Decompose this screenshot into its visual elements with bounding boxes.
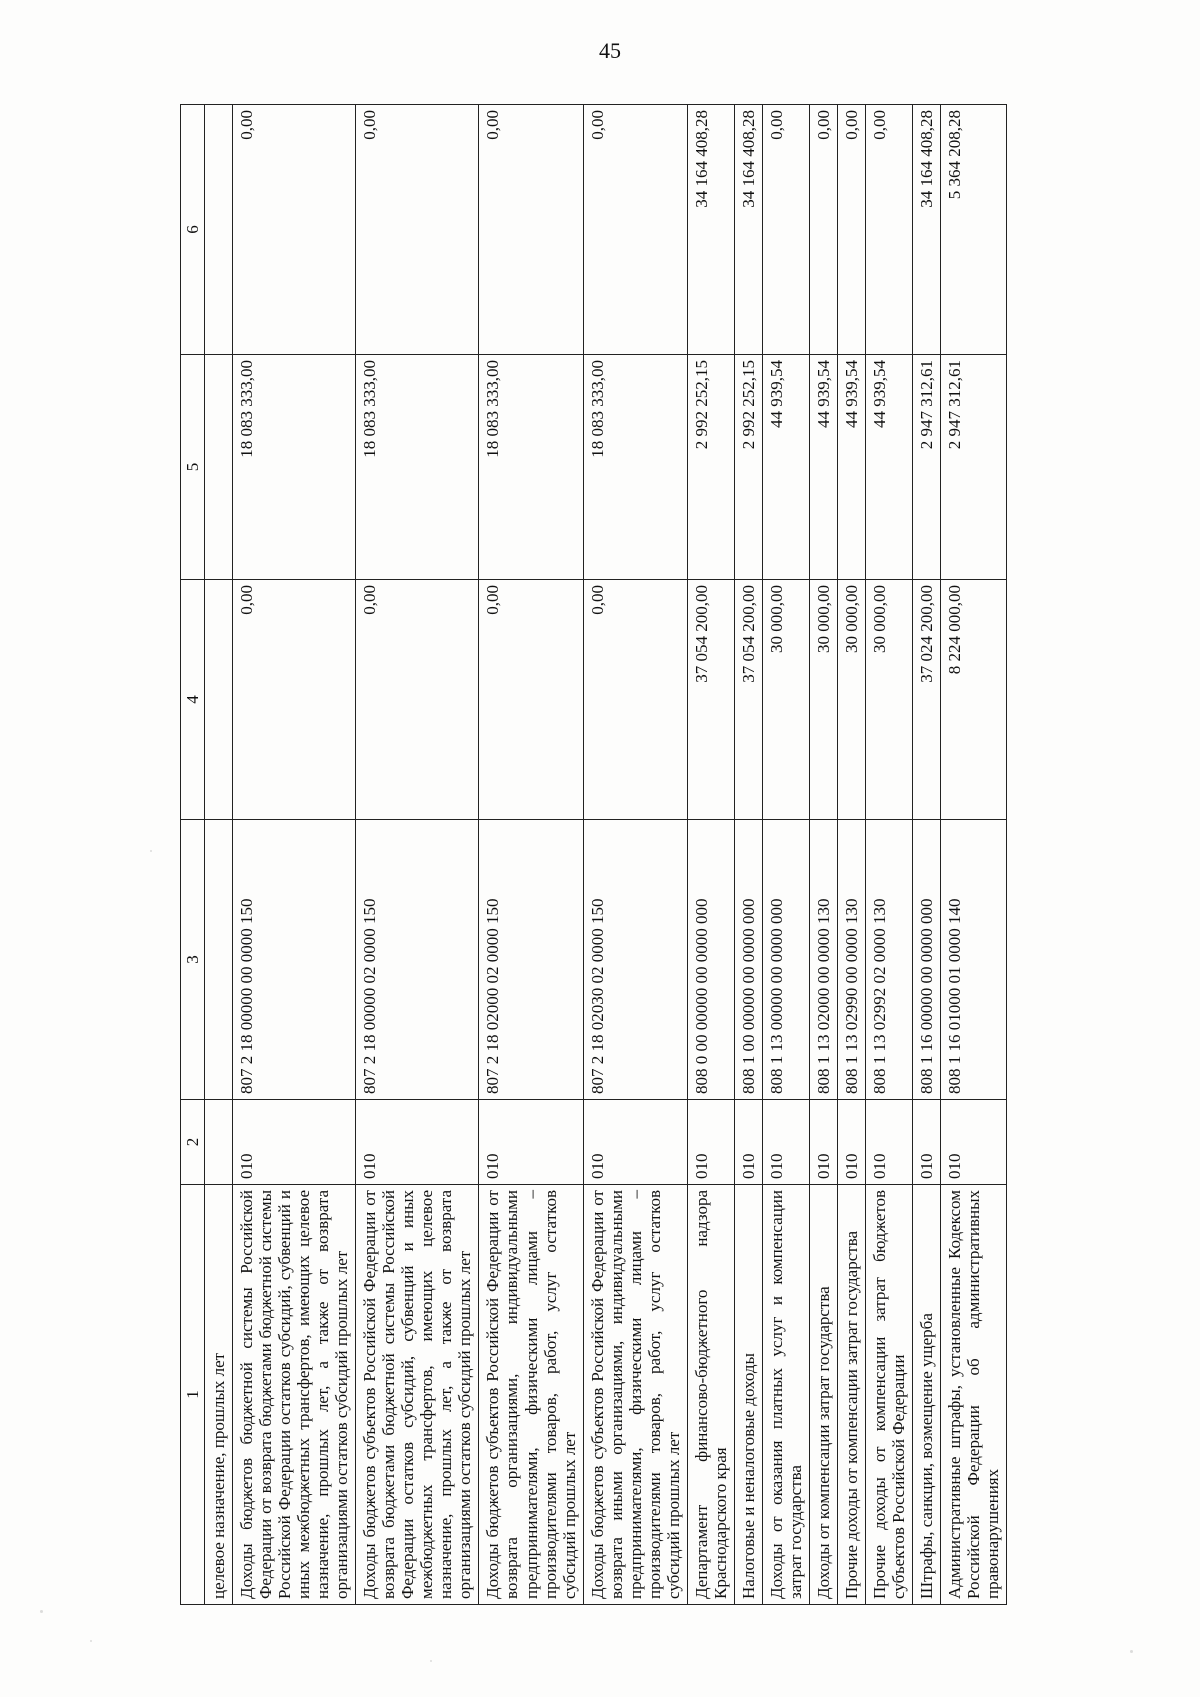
row-kbk: 808 1 13 02000 00 0000 130 xyxy=(809,820,837,1100)
row-kbk: 808 1 13 02992 02 0000 130 xyxy=(865,820,912,1100)
row-name: Штрафы, санкции, возмещение ущерба xyxy=(913,1185,941,1605)
row-code: 010 xyxy=(583,1100,687,1185)
row-name: Доходы бюджетов субъектов Российской Федерации от возврата бюджетами бюджетной системы Российской Федерации остатков субсидий, субвенций и иных межбюджетных трансфертов, имеющих целевое назначение, прошлых лет, а также от возврата организациями остатков субсидий прошлых лет xyxy=(356,1185,479,1605)
row-col4: 30 000,00 xyxy=(837,580,865,820)
row-col4: 0,00 xyxy=(583,580,687,820)
row-col6: 0,00 xyxy=(809,105,837,355)
row-code: 010 xyxy=(809,1100,837,1185)
table-row xyxy=(479,105,583,1605)
row-kbk: 807 2 18 02030 02 0000 150 xyxy=(583,820,687,1100)
table-row xyxy=(356,105,479,1605)
page-number: 45 xyxy=(599,38,621,63)
row-kbk: 807 2 18 00000 00 0000 150 xyxy=(233,820,356,1100)
row-code: 010 xyxy=(233,1100,356,1185)
scan-speck xyxy=(1130,1650,1133,1653)
row-col5: 2 992 252,15 xyxy=(687,355,734,580)
row-col5: 18 083 333,00 xyxy=(356,355,479,580)
row-kbk: 808 0 00 00000 00 0000 000 xyxy=(687,820,734,1100)
row-col4: 37 054 200,00 xyxy=(734,580,762,820)
header-row xyxy=(181,105,205,1605)
row-col5: 44 939,54 xyxy=(865,355,912,580)
scan-speck xyxy=(150,850,152,852)
row-col5: 44 939,54 xyxy=(762,355,809,580)
budget-table xyxy=(180,104,1007,1605)
row-kbk: 808 1 13 00000 00 0000 000 xyxy=(762,820,809,1100)
row-col6: 0,00 xyxy=(479,105,583,355)
row-kbk: 808 1 13 02990 00 0000 130 xyxy=(837,820,865,1100)
table-row xyxy=(941,105,1007,1605)
header-cell: 2 xyxy=(181,1100,205,1185)
row-name: Департамент финансово-бюджетного надзора Краснодарского края xyxy=(687,1185,734,1605)
table-row xyxy=(837,105,865,1605)
row-col6: 0,00 xyxy=(356,105,479,355)
row-col5: 18 083 333,00 xyxy=(479,355,583,580)
empty-cell xyxy=(205,820,233,1100)
row-code: 010 xyxy=(941,1100,1007,1185)
header-cell: 3 xyxy=(181,820,205,1100)
row-name: Доходы бюджетов субъектов Российской Федерации от возврата организациями, индивидуальными предпринимателями, физическими лицами – производителями товаров, работ, услуг остатков субсидий прошлых лет xyxy=(479,1185,583,1605)
table-row xyxy=(913,105,941,1605)
row-name: Административные штрафы, установленные Кодексом Российской Федерации об административных правонарушениях xyxy=(941,1185,1007,1605)
row-col6: 5 364 208,28 xyxy=(941,105,1007,355)
row-col6: 34 164 408,28 xyxy=(734,105,762,355)
row-code: 010 xyxy=(913,1100,941,1185)
scan-speck xyxy=(430,1660,432,1662)
row-col6: 0,00 xyxy=(865,105,912,355)
row-name: Доходы бюджетов субъектов Российской Федерации от возврата иными организациями, индивидуальными предпринимателями, физическими лицами – производителями товаров, работ, услуг остатков субсидий прошлых лет xyxy=(583,1185,687,1605)
continuation-text: целевое назначение, прошлых лет xyxy=(205,1185,233,1605)
row-code: 010 xyxy=(687,1100,734,1185)
row-kbk: 807 2 18 00000 02 0000 150 xyxy=(356,820,479,1100)
header-cell: 1 xyxy=(181,1185,205,1605)
row-kbk: 808 1 00 00000 00 0000 000 xyxy=(734,820,762,1100)
row-code: 010 xyxy=(356,1100,479,1185)
row-col4: 30 000,00 xyxy=(865,580,912,820)
empty-cell xyxy=(205,105,233,355)
row-name: Доходы от компенсации затрат государства xyxy=(809,1185,837,1605)
row-col4: 0,00 xyxy=(233,580,356,820)
row-col6: 0,00 xyxy=(583,105,687,355)
row-col6: 0,00 xyxy=(233,105,356,355)
rotated-table-frame xyxy=(180,105,1180,1605)
table-row xyxy=(687,105,734,1605)
table-row xyxy=(233,105,356,1605)
row-col5: 2 947 312,61 xyxy=(913,355,941,580)
row-name: Доходы от оказания платных услуг и компенсации затрат государства xyxy=(762,1185,809,1605)
row-kbk: 807 2 18 02000 02 0000 150 xyxy=(479,820,583,1100)
row-col4: 0,00 xyxy=(356,580,479,820)
row-col6: 0,00 xyxy=(762,105,809,355)
row-col4: 8 224 000,00 xyxy=(941,580,1007,820)
row-col6: 0,00 xyxy=(837,105,865,355)
table-row xyxy=(865,105,912,1605)
row-col5: 2 992 252,15 xyxy=(734,355,762,580)
row-kbk: 808 1 16 00000 00 0000 000 xyxy=(913,820,941,1100)
table-row xyxy=(762,105,809,1605)
row-col4: 37 024 200,00 xyxy=(913,580,941,820)
row-col4: 37 054 200,00 xyxy=(687,580,734,820)
scan-speck xyxy=(90,1640,92,1642)
table-row xyxy=(583,105,687,1605)
header-cell: 6 xyxy=(181,105,205,355)
empty-cell xyxy=(205,580,233,820)
row-code: 010 xyxy=(762,1100,809,1185)
row-col5: 44 939,54 xyxy=(837,355,865,580)
table-row xyxy=(809,105,837,1605)
continuation-row xyxy=(205,105,233,1605)
row-name: Прочие доходы от компенсации затрат государства xyxy=(837,1185,865,1605)
table-row xyxy=(734,105,762,1605)
row-name: Доходы бюджетов бюджетной системы Российской Федерации от возврата бюджетами бюджетной системы Российской Федерации остатков субсидий, субвенций и иных межбюджетных трансфертов, имеющих целевое назначение, прошлых лет, а также от возврата организациями остатков субсидий прошлых лет xyxy=(233,1185,356,1605)
row-code: 010 xyxy=(837,1100,865,1185)
row-col5: 2 947 312,61 xyxy=(941,355,1007,580)
header-cell: 5 xyxy=(181,355,205,580)
row-name: Прочие доходы от компенсации затрат бюджетов субъектов Российской Федерации xyxy=(865,1185,912,1605)
empty-cell xyxy=(205,355,233,580)
row-col6: 34 164 408,28 xyxy=(913,105,941,355)
header-cell: 4 xyxy=(181,580,205,820)
row-col6: 34 164 408,28 xyxy=(687,105,734,355)
row-code: 010 xyxy=(865,1100,912,1185)
scan-speck xyxy=(40,1610,43,1613)
row-col4: 30 000,00 xyxy=(809,580,837,820)
row-code: 010 xyxy=(479,1100,583,1185)
row-kbk: 808 1 16 01000 01 0000 140 xyxy=(941,820,1007,1100)
row-col5: 18 083 333,00 xyxy=(233,355,356,580)
row-col5: 18 083 333,00 xyxy=(583,355,687,580)
row-code: 010 xyxy=(734,1100,762,1185)
row-name: Налоговые и неналоговые доходы xyxy=(734,1185,762,1605)
row-col5: 44 939,54 xyxy=(809,355,837,580)
row-col4: 30 000,00 xyxy=(762,580,809,820)
row-col4: 0,00 xyxy=(479,580,583,820)
empty-cell xyxy=(205,1100,233,1185)
